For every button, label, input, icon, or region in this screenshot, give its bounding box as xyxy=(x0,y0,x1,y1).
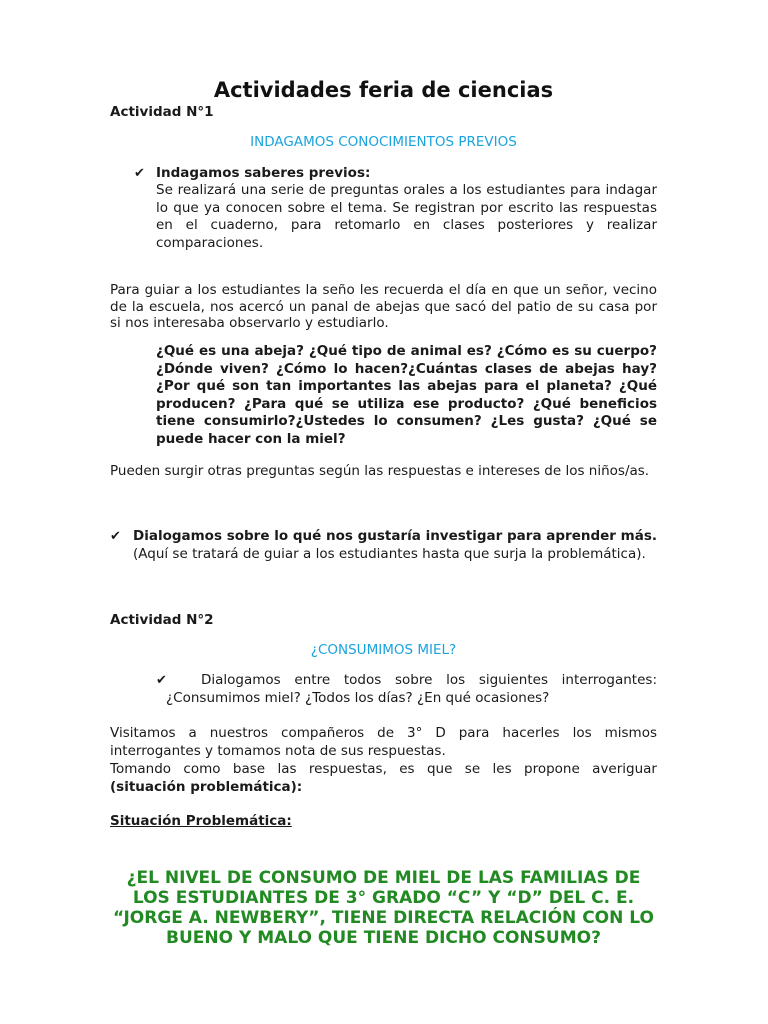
section-title-indagamos: INDAGAMOS CONOCIMIENTOS PREVIOS xyxy=(250,134,517,150)
visit-paragraph: Visitamos a nuestros compañeros de 3° D para hacerles los mismos interrogantes y tomamos nota de sus respuestas. xyxy=(110,725,657,759)
base-text: Tomando como base las respuestas, es que se les propone averiguar xyxy=(110,761,657,777)
actividad-1-heading: Actividad N°1 xyxy=(110,104,214,120)
bullet1-title: Indagamos saberes previos: xyxy=(156,165,371,181)
check-mark-icon: ✔ xyxy=(134,166,145,181)
base-paragraph xyxy=(110,761,657,796)
document-title: Actividades feria de ciencias xyxy=(213,78,554,102)
bullet2-text: (Aquí se tratará de guiar a los estudiantes hasta que surja la problemática). xyxy=(133,545,646,562)
problem-label: Situación Problemática: xyxy=(110,813,292,829)
check-mark-icon: ✔ xyxy=(110,529,121,544)
guide-paragraph: Para guiar a los estudiantes la seño les recuerda el día en que un señor, vecino de la escuela, nos acercó un panal de abejas que sacó del patio de su casa por si nos interesaba observarlo y estudiarlo. xyxy=(110,282,657,331)
act2-bullet-text: Dialogamos entre todos sobre los siguientes interrogantes: ¿Consumimos miel? ¿Todos los días? ¿En qué ocasiones? xyxy=(166,672,657,706)
bullet2-paragraph xyxy=(133,528,657,563)
other-questions-paragraph: Pueden surgir otras preguntas según las respuestas e intereses de los niños/as. xyxy=(110,463,650,479)
actividad-2-heading: Actividad N°2 xyxy=(110,612,214,628)
check-mark-icon: ✔ xyxy=(156,673,167,688)
base-bold-text: (situación problemática): xyxy=(110,778,303,795)
questions-paragraph: ¿Qué es una abeja? ¿Qué tipo de animal es? ¿Cómo es su cuerpo? ¿Dónde viven? ¿Cómo lo hacen?¿Cuántas clases de abejas hay? ¿Por qué son tan importantes las abejas para el planeta? ¿Qué producen? ¿Para qué se utiliza ese producto? ¿Qué beneficios tiene consumirlo?¿Ustedes lo consumen? ¿Les gusta? ¿Qué se puede hacer con la miel? xyxy=(156,343,657,447)
section-title-consumimos: ¿CONSUMIMOS MIEL? xyxy=(310,642,457,658)
problem-question: ¿EL NIVEL DE CONSUMO DE MIEL DE LAS FAMILIAS DE LOS ESTUDIANTES DE 3° GRADO “C” Y “D” DEL C. E. “JORGE A. NEWBERY”, TIENE DIRECTA RELACIÓN CON LO BUENO Y MALO QUE TIENE DICHO CONSUMO? xyxy=(113,868,654,948)
bullet1-text: Se realizará una serie de preguntas orales a los estudiantes para indagar lo que ya conocen sobre el tema. Se registran por escrito las respuestas en el cuaderno, para retomarlo en clases posteriores y realizar comparaciones. xyxy=(156,182,657,251)
bullet2-bold-text: Dialogamos sobre lo qué nos gustaría investigar para aprender más. xyxy=(133,528,657,544)
